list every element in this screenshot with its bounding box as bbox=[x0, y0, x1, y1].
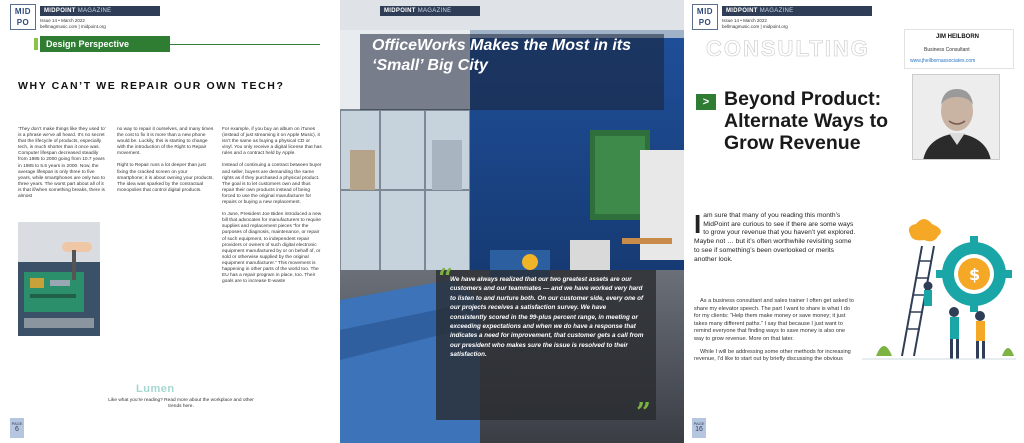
logo-line-1: MID bbox=[14, 7, 32, 16]
section-label: Design Perspective bbox=[40, 36, 170, 52]
section-accent bbox=[34, 38, 38, 50]
masthead-section: MAGAZINE bbox=[759, 8, 794, 14]
issue-text: Issue 14 • March 2022 bbox=[40, 18, 85, 23]
lead-paragraph bbox=[694, 209, 856, 264]
article-column-1 bbox=[18, 127, 106, 206]
lumen-promo[interactable]: Like what you’re reading? Read more about the workplace and other trends here. bbox=[108, 398, 254, 409]
page-number-value: 16 bbox=[695, 426, 703, 433]
page-number-value: 6 bbox=[15, 426, 19, 433]
author-link[interactable]: www.jheilbornassociates.com bbox=[910, 58, 976, 64]
site-text: bellmagmusic.com | midpoint.org bbox=[40, 24, 106, 29]
logo-line-2: PO bbox=[698, 18, 712, 27]
page-number bbox=[10, 418, 24, 438]
paragraph: Instead of continuing a contract between buyer and seller, buyers are demanding the same rights as if they purchased a physical product. The goal is to let customers own and thus repair their own products instead of being forced to use the original manufacturer for repairs or buying a new replacement. bbox=[222, 163, 322, 206]
quote-open-icon: “ bbox=[438, 264, 453, 294]
paragraph: For example, if you buy an album on iTunes (instead of just streaming it on Apple Music), it isn’t the same as buying a physical CD or vinyl. You only receive a digital license that has rules and a contract held by Apple. bbox=[222, 127, 322, 157]
repair-photo bbox=[18, 222, 100, 336]
paragraph: In June, President Joe Biden introduced a new bill that advocates for manufacturers to require supplies and replacement pieces “for the purposes of diagnosis, maintenance, or repair of such equipment, to independent repair providers or owners of such digital electronic equipment manufactured by or on behalf of, or sold or otherwise supplied by the original equipment manufacturer.” This movement is happening in other parts of the world too. The EU has a repair program in place, too. Their goals are to increase E-waste bbox=[222, 212, 322, 285]
middle-page bbox=[340, 0, 684, 443]
midpoint-logo bbox=[10, 4, 36, 30]
quote-close-icon: ” bbox=[636, 398, 651, 428]
page-number bbox=[692, 418, 706, 438]
svg-text:$: $ bbox=[969, 265, 981, 284]
masthead-brand: MIDPOINT bbox=[726, 8, 758, 14]
masthead-bar bbox=[722, 6, 872, 16]
paragraph: ‘They don’t make things like they used to’ is a phrase we’ve all heard. It’s no secret that the lifecycle of products, especially tech, is much shorter than it once was. Computer lifespan decreased steadily from 1985 to 2000 going from 10.7 years in 1985 to 5.5 years in 2000. Now, the average lifespan is only three to five years, while smartphones are only two to three years. The worst part about all of it is that if/when something breaks, there is almost bbox=[18, 127, 106, 200]
masthead-bar bbox=[40, 6, 160, 16]
masthead-bar bbox=[380, 6, 480, 16]
author-name: JIM HEILBORN bbox=[936, 34, 980, 40]
midpoint-logo bbox=[692, 4, 718, 30]
drop-cap: I bbox=[694, 209, 702, 239]
masthead-brand: MIDPOINT bbox=[384, 8, 416, 14]
issue-text: Issue 14 • March 2022 bbox=[722, 18, 767, 23]
page-label: PAGE bbox=[11, 421, 23, 426]
article-title: WHY CAN’T WE REPAIR OUR OWN TECH? bbox=[18, 80, 285, 92]
author-role: Business Consultant bbox=[924, 47, 970, 53]
masthead-section: MAGAZINE bbox=[417, 8, 452, 14]
article-title: OfficeWorks Makes the Most in its ‘Small’ Big City bbox=[372, 37, 632, 74]
logo-line-2: PO bbox=[16, 18, 30, 27]
paragraph: While I will be addressing some other methods for increasing revenue, I’d like to start out by briefly discussing the obvious bbox=[694, 348, 851, 363]
lumen-logo: Lumen bbox=[136, 383, 175, 395]
masthead-issue bbox=[40, 18, 106, 30]
section-watermark: CONSULTING bbox=[706, 36, 870, 61]
section-divider bbox=[170, 44, 320, 45]
author-portrait bbox=[912, 74, 1000, 160]
article-column-2 bbox=[117, 127, 215, 200]
logo-line-1: MID bbox=[696, 7, 714, 16]
paragraph: As a business consultant and sales trainer I often get asked to share my elevator speech. The part I want to share is what I do for my clients: “Help them make money or save money; it just takes many different paths.” I say that because I just want to remind everyone that finding ways to save money is also one way to grow revenue. More on that later. bbox=[694, 298, 854, 342]
article-title: Beyond Product: Alternate Ways to Grow Revenue bbox=[724, 88, 888, 154]
chevron-right-icon: > bbox=[696, 94, 716, 110]
left-page bbox=[0, 0, 340, 443]
lead-text: am sure that many of you reading this month’s MidPoint are curious to see if there are some ways to grow your revenue that you haven’t yet explored. Maybe not … but it’s often worthwhile revisiting some to see if something’s been overlooked or merits another look. bbox=[694, 212, 856, 263]
masthead-section: MAGAZINE bbox=[77, 8, 112, 14]
right-page bbox=[684, 0, 1024, 443]
revenue-illustration bbox=[862, 216, 1016, 366]
page-label: PAGE bbox=[693, 421, 705, 426]
pull-quote: We have always realized that our two greatest assets are our customers and our teammates — and we have worked very hard to listen to and nurture both. On our customer side, every one of our projects receives a satisfaction survey. We have consistently scored in the 99-plus percent range, in meeting or exceeding expectations and when we do have a response that indicates a need for improvement, that customer gets a call from our president who makes sure the issue is resolved to their satisfaction. bbox=[450, 276, 644, 359]
article-column-3 bbox=[222, 127, 322, 291]
paragraph: no way to repair it ourselves, and many times the cost to fix it is more than a new phone would be. Luckily, this is starting to change with the introduction of the Right to Repair movement. bbox=[117, 127, 214, 157]
masthead-brand: MIDPOINT bbox=[44, 8, 76, 14]
masthead-issue bbox=[722, 18, 788, 30]
article-body bbox=[694, 298, 856, 369]
site-text: bellmagmusic.com | midpoint.org bbox=[722, 24, 788, 29]
paragraph: Right to Repair runs a lot deeper than just fixing the cracked screen on your smartphone; it is about owning your products. The idea was sparked by the contractual monopolies that control digital products. bbox=[117, 163, 214, 193]
